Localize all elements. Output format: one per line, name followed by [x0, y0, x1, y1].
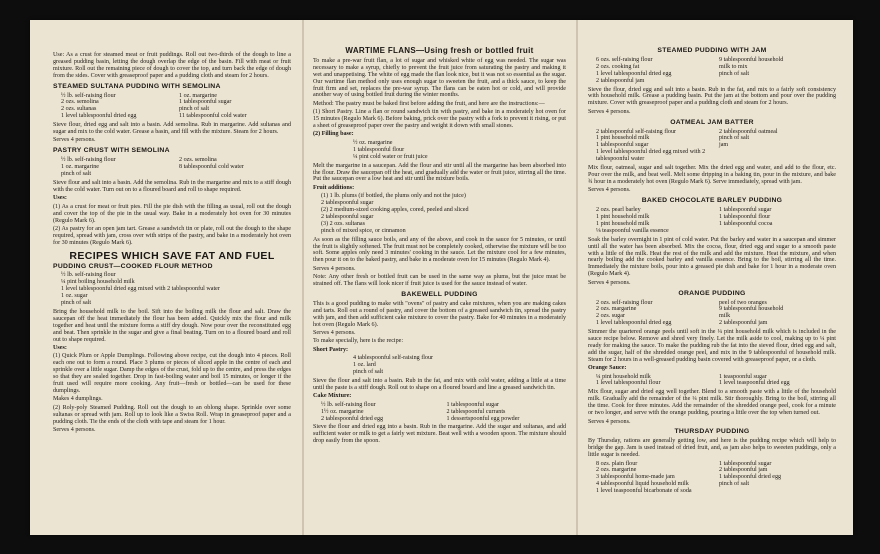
ingredient: 1 pint household milk: [596, 220, 650, 227]
fruit-item: 2 tablespoonful sugar: [321, 200, 374, 207]
ingredient: 2 tablespoonful jam: [596, 77, 645, 84]
ingredient-list: [61, 157, 291, 178]
ingredient-list: [596, 57, 836, 85]
ingredient: 1 tablespoonful sugar: [596, 142, 649, 149]
method-text: Method: The pastry must be baked first before adding the fruit, and here are the instructions:—: [313, 100, 545, 107]
fruit-item: (2) 2 medium-sized cooking apples, cored, peeled and sliced: [321, 207, 469, 214]
ingredient: 2 ozs. margarine: [596, 306, 637, 313]
method-text: Melt the margarine in a saucepan. Add the flour and stir until all the margarine has been absorbed into the flour. Draw the saucepan off the heat, and gradually add the water or fruit juice, stirring all the time. Put the saucepan over a low heat and stir until the mixture boils.: [313, 162, 566, 183]
ingredient: 6 ozs. self-raising flour: [596, 56, 653, 63]
recipe-title: BAKEWELL PUDDING: [401, 291, 478, 298]
intro-text: This is a good pudding to make with "ovens" of pastry and cake mixtures, when you are making cakes and tarts. Roll out a round of pastry, and cover the bottom of a greased sandwich tin, spread the pastry with jam, and then add sufficient cake mixture to cover the pastry. Bake for 40 minutes in a moderately hot oven (Regulo Mark 6).: [313, 300, 566, 328]
ingredient: [719, 149, 836, 163]
ingredient: ½ lb. self-raising flour: [321, 401, 376, 408]
intro-text: By Thursday, rations are generally getting low, and here is the pudding recipe which will help to bridge the gap. Jam is used instead of dried fruit, and, as jam also helps to sweeten puddings, only a little sugar is needed.: [588, 438, 836, 459]
ingredient: 1 level teaspoonful dried egg: [719, 380, 790, 387]
fruit-item: (3) 2 ozs. sultanas: [321, 220, 366, 227]
serves-note: Serves 4 persons.: [313, 330, 356, 337]
ingredient-list: [596, 374, 836, 388]
ingredient-list: [596, 300, 836, 328]
ingredient: 2 ozs. sultanas: [61, 106, 97, 113]
ingredient: ½ lb. self-raising flour: [61, 157, 116, 164]
ingredient: 2 ozs. self-raising flour: [596, 299, 653, 306]
method-text: As soon as the filling sauce boils, and any of the above, and cook in the sauce for 5 minutes, or until the fruit is slightly softened. The fruit must not be completely cooked, otherwise the mixture will be too soft. Some apples only need 3 minutes' cooking in the sauce. Let the mixture cool for a few minutes, then pour it on to the baked pastry, and bake in a moderate oven for 15 minutes (Regulo Mark 4).: [313, 236, 566, 264]
ingredient: 1 oz. sugar: [61, 293, 88, 300]
recipe-title: PASTRY CRUST WITH SEMOLINA: [53, 147, 170, 155]
serves-note: Serves 4 persons.: [588, 279, 631, 286]
ingredient: 9 tablespoonful household: [719, 56, 784, 63]
ingredient: 1 oz. lard: [353, 362, 376, 369]
ingredient-list: [596, 207, 836, 235]
ingredient: ½ lb. self-raising flour: [61, 92, 116, 99]
method-text: Sieve the flour and dried egg into a basin. Rub in the margarine. Add the sugar and sultanas, and add sufficient water or milk to get a fairly wet mixture. Beat well with a wooden spoon. The mixture should drop easily from the spoon.: [313, 424, 566, 445]
method-text: Bring the household milk to the boil. Sift into the boiling milk the flour and salt. Draw the saucepan off the heat immediately the flour has been added. Quickly mix the flour and milk together and heat until the mixture forms a stiff dry dough. Now pour over the reconstituted egg and beat. Then sprinkle in the sugar and give a final beating. Turn on to a floured board and roll out to shape required.: [53, 309, 291, 343]
column-middle: [313, 48, 566, 447]
use-text: (2) Roly-poly Steamed Pudding. Roll out the dough to an oblong shape. Sprinkle over some sultanas or spread with jam. Roll up to look like a Swiss Roll. Wrap in greaseproof paper and a pudding cloth. Tie the ends of the cloth with tape and steam for 1 hour.: [53, 404, 291, 425]
fruit-item: (1) 1 lb. plums (if bottled, the plums only and not the juice): [321, 193, 466, 200]
fold-line-left: [302, 20, 304, 535]
ingredient: 1 tablespoonful flour: [719, 214, 771, 221]
ingredient-list: [596, 129, 836, 164]
ingredient: 2 tablespoonful currants: [446, 408, 506, 415]
column-right: [588, 48, 836, 497]
ingredient: jam: [719, 142, 729, 149]
ingredient: 1 tablespoonful dried egg: [719, 474, 782, 481]
ingredient: 1 oz. margarine: [179, 92, 217, 99]
ingredient: pinch of salt: [719, 135, 750, 142]
ingredient: milk: [719, 313, 731, 320]
ingredient: 2 ozs. semolina: [179, 157, 217, 164]
ingredient: 2 tablespoonful jam: [719, 467, 768, 474]
ingredient: ¼ pint boiling household milk: [61, 279, 135, 286]
ingredient: 1 oz. margarine: [61, 164, 99, 171]
ingredient: ⅛ teaspoonful vanilla essence: [596, 227, 669, 234]
serves-note: Serves 4 persons.: [588, 108, 631, 115]
ingredient: 1 level tablespoonful dried egg mixed with 2 tablespoonful water: [61, 286, 220, 293]
ingredient: [719, 78, 836, 85]
note-text: Note: Any other fresh or bottled fruit can be used in the same way as plums, but the juice must be strained off. The flans will look nicer if fruit juice is used for the sauce instead of water.: [313, 274, 566, 288]
ingredient: 1 tablespoonful cocoa: [719, 220, 773, 227]
ingredient: 11 tablespoonful cold water: [179, 113, 247, 120]
serves-note: Serves 4 persons.: [53, 137, 96, 144]
ingredient-list: [61, 93, 291, 121]
serves-note: Serves 4 persons.: [588, 187, 631, 194]
ingredient: ¼ pint household milk: [596, 373, 651, 380]
ingredient: 1½ oz. margarine: [321, 408, 364, 415]
cake-mixture-label: Cake Mixture:: [313, 393, 352, 400]
ingredient: pinch of salt: [179, 106, 210, 113]
ingredient: 1 level teaspoonful bicarbonate of soda: [596, 488, 692, 495]
use-text: (2) As pastry for an open jam tart. Grease a sandwich tin or plate, roll out the dough to the shape required, spread with jam, cross over with strips of the pastry, and bake in a moderately hot oven for 30 minutes (Regulo Mark 6).: [53, 225, 291, 246]
ingredient: 2 ozs. cooking fat: [596, 63, 640, 70]
ingredient: 1 teaspoonful sugar: [719, 373, 767, 380]
ingredient: 3 tablespoonful home-made jam: [596, 474, 675, 481]
ingredient-list: [353, 140, 566, 161]
ingredient: 1 level tablespoonful dried egg: [596, 320, 672, 327]
column-left: [53, 52, 291, 435]
uses-label: Uses:: [53, 345, 67, 352]
ingredient-list: [321, 402, 566, 423]
ingredient: pinch of salt: [719, 481, 750, 488]
fold-line-right: [576, 20, 578, 535]
ingredient: 2 tablespoonful jam: [719, 320, 768, 327]
serves-note: Serves 4 persons.: [53, 427, 96, 433]
method-text: Sieve flour, dried egg and salt into a basin. Add semolina. Rub in margarine. Add sultanas and sugar and mix to the cold water. Grease a basin, and fill with the mixture. Steam for 2 hours.: [53, 122, 291, 136]
ingredient: 2 ozs. semolina: [61, 99, 99, 106]
ingredient: 2 ozs. sugar: [596, 313, 625, 320]
fruit-item: pinch of mixed spice, or cinnamon: [321, 227, 406, 234]
method-text: Mix flour, oatmeal, sugar and salt together. Mix the dried egg and water, and add to the flour, etc. Pour over the milk, and beat well. Melt some dripping in a baking tin, pour in the mixture, and bake ¾ hour in a moderately hot oven (Regulo Mark 6). Serve immediately, spread with jam.: [588, 165, 836, 185]
method-text: Soak the barley overnight in 1 pint of cold water. Put the barley and water in a saucepan and simmer until all the water has been absorbed. Mix the cocoa, flour, dried egg and sugar to a smooth paste with a little of the milk. Heat the rest of the milk and add the mixture. Heat the mixture, and when nearly boiling add the cooked barley and vanilla essence. Bring to the boil, stirring all the time. Immediately the mixture boils, pour into a greased pie dish and bake for 1 hour in a moderate oven (Regulo Mark 4).: [588, 236, 836, 278]
recipe-title: BAKED CHOCOLATE BARLEY PUDDING: [641, 197, 783, 205]
method-text: Sieve the flour, dried egg and salt into a basin. Rub in the fat, and mix to a fairly soft consistency with household milk. Grease a pudding basin. Put the jam at the bottom and pour over the pudding mixture. Cover with greaseproof paper and a pudding cloth and steam for 2 hours.: [588, 86, 836, 107]
ingredient: [719, 228, 836, 235]
ingredient-list: [61, 272, 291, 307]
recipe-title: THURSDAY PUDDING: [674, 428, 750, 436]
fruit-label: Fruit additions:: [313, 184, 355, 191]
ingredient: pinch of salt: [719, 70, 750, 77]
ingredient: 2 tablespoonful oatmeal: [719, 128, 778, 135]
ingredient: 1 pint household milk: [596, 135, 650, 142]
ingredient: [719, 488, 836, 495]
ingredient: peel of two oranges: [719, 299, 767, 306]
ingredient: [179, 171, 291, 178]
ingredient: 4 tablespoonful liquid household milk: [596, 481, 689, 488]
ingredient: 1 level tablespoonful dried egg: [596, 70, 672, 77]
short-pastry-label: Short Pastry:: [313, 346, 349, 353]
method-text: Mix flour, sugar and dried egg well together. Blend to a smooth paste with a little of the household milk. Gradually add the remainder of the ¼ pint milk. Stir thoroughly. Bring to the boil, stirring all the time. Cook for three minutes. Add the remainder of the shredded orange peel, cook for a minute or two longer, and serve with the orange pudding, pouring a little over the top when turned out.: [588, 389, 836, 417]
serves-note: Serves 4 persons.: [588, 418, 631, 425]
ingredient: 9 tablespoonful household: [719, 306, 784, 313]
ingredient: ½ lb. self-raising flour: [61, 272, 116, 279]
ingredient: 1 tablespoonful sugar: [719, 460, 772, 467]
ingredient: 1 level tablespoonful dried egg: [61, 113, 137, 120]
use-text: (1) Quick Plum or Apple Dumplings. Following above recipe, cut the dough into 4 pieces. Roll each one out to form a round. Place 3 plums or pieces of sliced apple in the centre of each and sprinkle over a little sugar. Damp the edges of the crust, fold up to the centre, and press the edges so that they are sealed together. Drop in fast-boiling water and boil 15 minutes, or longer if the fruit used will require more cooking. Any fruit—fresh or bottled—can be used for these dumplings.: [53, 353, 291, 394]
recipe-title: ORANGE PUDDING: [678, 289, 746, 297]
ingredient: 2 tablespoonful dried egg: [321, 415, 384, 422]
serves-note: Serves 4 persons.: [313, 265, 356, 272]
ingredient-list: [596, 461, 836, 496]
recipe-title: STEAMED PUDDING WITH JAM: [657, 47, 767, 54]
ingredient: ¼ pint cold water or fruit juice: [353, 153, 428, 160]
leaflet-page: [30, 20, 853, 535]
ingredient: 2 ozs. pearl barley: [596, 207, 641, 214]
ingredient: ½ oz. margarine: [353, 139, 393, 146]
method-text: Sieve flour and salt into a basin. Add the semolina. Rub in the margarine and mix to a stiff dough with the cold water. Turn out on to a floured board and roll to shape required.: [53, 180, 291, 193]
ingredient: 2 ozs. margarine: [596, 467, 637, 474]
uses-label: Uses:: [53, 195, 67, 202]
ingredient: 1 dessertspoonful egg powder: [446, 415, 520, 422]
recipe-title: STEAMED SULTANA PUDDING WITH SEMOLINA: [53, 82, 221, 90]
fruit-list: [321, 193, 566, 234]
intro-text: Use: As a crust for steamed meat or fruit puddings. Roll out two-thirds of the dough to line a greased pudding basin, letting the dough overlap the edge of the basin. Fill with meat or fruit mixture. Roll out the remaining piece of dough to cover the top, and turn back the edge of dough from the sides. Cover with greaseproof paper and a pudding cloth and steam for 2 hours.: [53, 52, 291, 79]
serves-note: Makes 4 dumplings.: [53, 396, 103, 403]
section-title: RECIPES WHICH SAVE FAT AND FUEL: [69, 249, 275, 262]
step-text: (1) Short Pastry. Line a flan or round sandwich tin with pastry, and bake in a moderately hot oven for 15 minutes (Regulo Mark 6). Before baking, prick over the pastry with a fork to prevent it rising, or put a sheet of greaseproof paper over the pastry and weight it down with small stones.: [313, 109, 566, 130]
ingredient: pinch of salt: [353, 369, 384, 376]
ingredient: 1 tablespoonful flour: [353, 146, 405, 153]
page-title: WARTIME FLANS—Using fresh or bottled fruit: [345, 46, 534, 55]
ingredient: 1 tablespoonful sugar: [719, 207, 772, 214]
recipe-note: To make specially, here is the recipe:: [313, 338, 404, 345]
filling-label: (2) Filling base:: [313, 131, 354, 138]
ingredient: milk to mix: [719, 63, 748, 70]
recipe-title: OATMEAL JAM BATTER: [670, 118, 754, 126]
ingredient: pinch of salt: [61, 171, 92, 178]
recipe-title: PUDDING CRUST—COOKED FLOUR METHOD: [53, 262, 213, 270]
ingredient: 8 tablespoonful cold water: [179, 164, 244, 171]
ingredient: 1 level tablespoonful dried egg mixed with 2 tablespoonful water: [596, 149, 706, 163]
ingredient: 2 tablespoonful self-raising flour: [596, 128, 677, 135]
use-text: (1) As a crust for meat or fruit pies. Fill the pie dish with the filling as usual, roll out the dough and cover the top of the pie in the usual way. Bake in a moderately hot oven for 30 minutes (Regulo Mark 6).: [53, 203, 291, 224]
ingredient-list: [353, 355, 566, 376]
intro-text: To make a pre-war fruit flan, a lot of sugar and whisked white of egg was needed. The sugar was necessary to make a syrup, chiefly to prevent the fruit juice from saturating the pastry and making it wet and unappetising. The white of egg made the flan look nice, but it was not so essential as the sugar. Our wartime flan method only uses enough sugar to sweeten the fruit, and a thick sauce, to keep the fruit firm and set, replaces the pre-war syrup. The flans can be eaten hot or cold, and will provide another way of using bottled fruit during the winter months.: [313, 57, 566, 99]
fruit-item: 2 tablespoonful sugar: [321, 213, 374, 220]
ingredient: 1 level tablespoonful flour: [596, 380, 661, 387]
ingredient: 1 tablespoonful sugar: [179, 99, 232, 106]
method-text: Sieve the flour and salt into a basin. Rub in the fat, and mix with cold water, adding a little at a time until the paste is a stiff dough. Roll out to shape on a floured board and line a greased sandwich tin.: [313, 377, 566, 391]
ingredient: 1 pint household milk: [596, 214, 650, 221]
ingredient: pinch of salt: [61, 300, 92, 307]
orange-sauce-label: Orange Sauce:: [588, 365, 627, 372]
ingredient: 8 ozs. plain flour: [596, 460, 638, 467]
ingredient: 1 tablespoonful sugar: [446, 401, 499, 408]
ingredient: 4 tablespoonful self-raising flour: [353, 355, 434, 362]
method-text: Simmer the quartered orange peels until soft in the ¼ pint household milk which is included in the sauce recipe below. Remove and shred very finely. Let the milk aside to cool, making up to ¼ pint ready for making the sauce. To make the pudding rub the fat into the sieved flour, dried egg and salt, add the sugar, half of the shredded orange peel, and mix in the 9 tablespoonful of household milk. Steam for 2 hours in a well-greased pudding basin covered with greaseproof paper, or a cloth.: [588, 329, 836, 363]
